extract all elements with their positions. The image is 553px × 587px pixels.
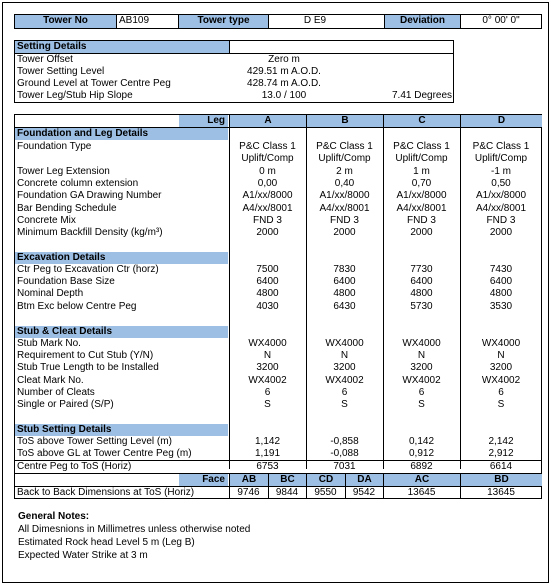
leg-value: WX4002 [481, 374, 521, 386]
face-header: BD [461, 474, 542, 486]
leg-value: WX4000 [402, 338, 441, 349]
face-header: DA [346, 474, 383, 486]
back-to-back-value: 13645 [407, 487, 436, 498]
leg-value: S [497, 399, 505, 410]
leg-value: 3200 [410, 362, 433, 374]
leg-value: WX4002 [325, 374, 364, 386]
leg-value: 6400 [489, 276, 513, 288]
setting-value: 13.0 / 100 [261, 90, 307, 101]
back-to-back-value: 9550 [314, 487, 337, 498]
leg-column-header: A [230, 115, 306, 127]
leg-value: S [418, 399, 425, 410]
row-label: Single or Paired (S/P) [17, 399, 114, 410]
leg-value: 0,142 [408, 436, 435, 447]
note-line: Estimated Rock head Level 5 m (Leg B) [18, 537, 195, 548]
tower-no-value: AB109 [119, 15, 150, 26]
leg-value: 2000 [333, 227, 356, 238]
leg-value: 6400 [256, 276, 279, 288]
leg-value: 4030 [256, 300, 279, 312]
leg-value: 2 m [336, 166, 353, 177]
leg-value: 4800 [333, 288, 356, 300]
leg-value: A4/xx/8001 [396, 202, 447, 214]
leg-value: A1/xx/8000 [396, 190, 447, 202]
setting-label: Tower Offset [17, 54, 73, 65]
back-to-back-value: 13645 [487, 487, 515, 498]
setting-value: 429.51 m A.O.D. [247, 66, 321, 77]
leg-value: A1/xx/8000 [475, 190, 527, 202]
leg-value: 7430 [489, 264, 513, 275]
leg-value: 1 m [413, 166, 430, 177]
row-label: ToS above Tower Setting Level (m) [17, 436, 172, 447]
leg-value: 5730 [410, 300, 433, 312]
leg-value: N [263, 350, 272, 362]
row-label: Centre Peg to ToS (Horiz) [17, 461, 132, 472]
leg-value: A4/xx/8001 [319, 202, 370, 214]
leg-value: FND 3 [407, 214, 436, 226]
row-label: Btm Exc below Centre Peg [17, 300, 137, 312]
leg-value: 0,40 [334, 178, 355, 190]
leg-value: 2000 [256, 227, 279, 238]
face-header: CD [307, 474, 345, 486]
leg-value: WX4000 [248, 338, 287, 349]
tower-type-value: D E9 [303, 15, 327, 26]
deviation-value: 0° 00' 0" [482, 15, 520, 26]
section-title-excavation: Excavation Details [15, 252, 228, 264]
leg-value: 3530 [489, 300, 513, 312]
back-to-back-value: 9542 [352, 487, 376, 498]
row-label: Concrete Mix [17, 214, 76, 226]
leg-value: 7730 [410, 264, 433, 275]
leg-value: FND 3 [486, 214, 516, 226]
leg-column-header: D [461, 115, 542, 127]
leg-value: WX4002 [248, 374, 287, 386]
leg-value: A4/xx/8001 [242, 202, 293, 214]
row-label: Concrete column extension [17, 178, 139, 190]
leg-column-header: C [384, 115, 460, 127]
leg-value: 4800 [256, 288, 279, 300]
centre-value: 6614 [489, 461, 513, 472]
deviation-label: Deviation [385, 15, 460, 28]
row-label: Bar Bending Schedule [17, 202, 117, 214]
row-label: Minimum Backfill Density (kg/m³) [17, 227, 163, 238]
leg-value: 6 [418, 386, 425, 398]
row-label: Cleat Mark No. [17, 374, 84, 386]
leg-column-header: B [307, 115, 383, 127]
leg-value: 0,50 [491, 178, 511, 190]
leg-value: 1,191 [254, 448, 281, 460]
setting-value: Zero m [268, 54, 300, 65]
leg-value: 0,912 [408, 448, 435, 460]
row-label: ToS above GL at Tower Centre Peg (m) [17, 448, 192, 460]
leg-value: FND 3 [330, 214, 359, 226]
centre-value: 7031 [333, 461, 356, 472]
leg-value: 0,00 [257, 178, 278, 190]
face-header: AB [230, 474, 268, 486]
back-to-back-value: 9844 [275, 487, 299, 498]
face-header: AC [384, 474, 460, 486]
row-label: Foundation Type [17, 141, 92, 152]
leg-value: 3200 [256, 362, 279, 374]
leg-value: A1/xx/8000 [242, 190, 293, 202]
leg-value: FND 3 [253, 214, 282, 226]
row-label: Requirement to Cut Stub (Y/N) [17, 350, 154, 362]
leg-value: 0,70 [411, 178, 432, 190]
setting-extra: 7.41 Degrees [392, 90, 453, 101]
row-label: Back to Back Dimensions at ToS (Horiz) [17, 487, 195, 498]
notes-title: General Notes: [18, 511, 90, 522]
leg-value: 6400 [410, 276, 433, 288]
leg-value: 6430 [333, 300, 356, 312]
section-title-stub-setting: Stub Setting Details [15, 424, 228, 436]
leg-value: 1,142 [254, 436, 281, 447]
leg-value: 7830 [333, 264, 356, 275]
leg-value: 2,912 [488, 448, 514, 460]
setting-title: Setting Details [15, 41, 229, 53]
section-title-stub: Stub & Cleat Details [15, 326, 228, 338]
row-label: Foundation GA Drawing Number [17, 190, 162, 202]
leg-value: N [497, 350, 505, 362]
leg-value: -1 m [491, 166, 511, 177]
centre-value: 6753 [256, 461, 279, 472]
leg-value: A4/xx/8001 [475, 202, 527, 214]
leg-value: 2000 [410, 227, 433, 238]
leg-value: S [341, 399, 348, 410]
leg-value: 2,142 [488, 436, 514, 447]
row-label: Tower Leg Extension [17, 166, 110, 177]
setting-label: Ground Level at Tower Centre Peg [17, 78, 171, 89]
leg-value: 2000 [489, 227, 513, 238]
foundation-type-line1: P&C Class 1 [472, 141, 530, 152]
foundation-type-line1: P&C Class 1 [239, 141, 296, 152]
note-line: Expected Water Strike at 3 m [18, 550, 148, 561]
row-label: Foundation Base Size [17, 276, 115, 288]
leg-value: WX4000 [325, 338, 364, 349]
leg-value: N [417, 350, 426, 362]
leg-value: WX4000 [481, 338, 521, 349]
face-header: BC [269, 474, 306, 486]
foundation-type-line1: P&C Class 1 [316, 141, 373, 152]
leg-value: N [340, 350, 349, 362]
tower-no-label: Tower No [15, 15, 116, 28]
leg-value: 0 m [259, 166, 276, 177]
setting-value: 428.74 m A.O.D. [247, 78, 321, 89]
foundation-type-line2: Uplift/Comp [241, 153, 294, 164]
row-label: Stub Mark No. [17, 338, 81, 349]
leg-value: 6400 [333, 276, 356, 288]
section-title-foundation: Foundation and Leg Details [15, 128, 228, 140]
foundation-type-line2: Uplift/Comp [474, 153, 528, 164]
leg-value: S [264, 399, 271, 410]
leg-value: 4800 [410, 288, 433, 300]
leg-value: -0,858 [330, 436, 359, 447]
foundation-type-line2: Uplift/Comp [395, 153, 448, 164]
leg-value: 3200 [333, 362, 356, 374]
setting-label: Tower Leg/Stub Hip Slope [17, 90, 133, 101]
leg-value: 6 [498, 386, 504, 398]
leg-value: A1/xx/8000 [319, 190, 370, 202]
leg-value: 6 [264, 386, 271, 398]
leg-value: 3200 [489, 362, 513, 374]
leg-value: 7500 [256, 264, 279, 275]
setting-label: Tower Setting Level [17, 66, 105, 77]
foundation-type-line1: P&C Class 1 [393, 141, 450, 152]
tower-type-label: Tower type [179, 15, 268, 28]
face-label: Face [179, 474, 228, 486]
note-line: All Dimesnions in Millimetres unless otherwise noted [18, 524, 251, 535]
foundation-type-line2: Uplift/Comp [318, 153, 371, 164]
leg-value: 4800 [489, 288, 513, 300]
leg-value: -0,088 [330, 448, 359, 460]
centre-value: 6892 [410, 461, 433, 472]
row-label: Number of Cleats [17, 386, 95, 398]
back-to-back-value: 9746 [237, 487, 260, 498]
row-label: Nominal Depth [17, 288, 84, 300]
row-label: Stub True Length to be Installed [17, 362, 159, 374]
leg-value: WX4002 [402, 374, 441, 386]
row-label: Ctr Peg to Excavation Ctr (horz) [17, 264, 159, 275]
leg-label: Leg [179, 115, 228, 127]
leg-value: 6 [341, 386, 348, 398]
